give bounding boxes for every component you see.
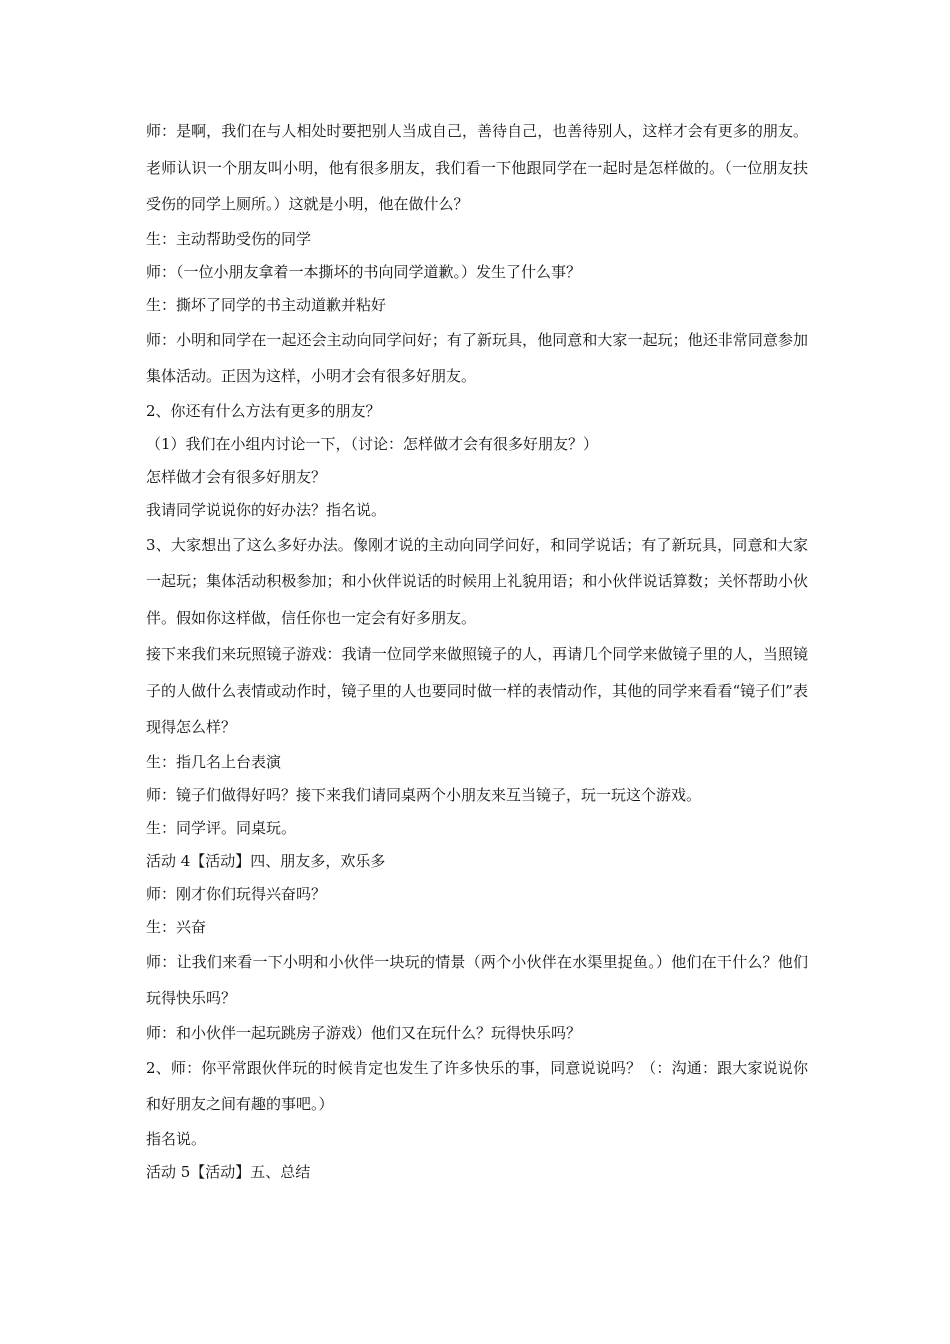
paragraph: 师：镜子们做得好吗？接下来我们请同桌两个小朋友来互当镜子，玩一玩这个游戏。	[146, 785, 702, 804]
paragraph: 怎样做才会有很多好朋友？	[146, 467, 327, 486]
paragraph: 师：和小伙伴一起玩跳房子游戏）他们又在玩什么？玩得快乐吗？	[146, 1023, 582, 1042]
paragraph: 师：让我们来看一下小明和小伙伴一块玩的情景（两个小伙伴在水渠里捉鱼。）他们在干什么？他们玩得快乐吗？	[146, 952, 808, 1007]
paragraph: 接下来我们来玩照镜子游戏：我请一位同学来做照镜子的人，再请几个同学来做镜子里的人，当照镜子的人做什么表情或动作时，镜子里的人也要同时做一样的表情动作，其他的同学来看看“镜子们”表现得怎么样？	[146, 645, 808, 736]
paragraph: （1）我们在小组内讨论一下，（讨论：怎样做才会有很多好朋友？）	[146, 434, 599, 453]
paragraph: 生：兴奋	[146, 917, 207, 936]
paragraph: 生：主动帮助受伤的同学	[146, 229, 312, 248]
paragraph: 师：是啊，我们在与人相处时要把别人当成自己，善待自己，也善待别人，这样才会有更多的朋友。老师认识一个朋友叫小明，他有很多朋友，我们看一下他跟同学在一起时是怎样做的。（一位朋友扶受伤的同学上厕所。）这就是小明，他在做什么？	[146, 122, 808, 213]
paragraph: 3、大家想出了这么多好办法。像刚才说的主动向同学问好，和同学说话；有了新玩具，同意和大家一起玩；集体活动积极参加；和小伙伴说话的时候用上礼貌用语；和小伙伴说话算数；关怀帮助小伙伴。假如你这样做，信任你也一定会有好多朋友。	[146, 535, 808, 627]
paragraph: 师：小明和同学在一起还会主动向同学问好；有了新玩具，他同意和大家一起玩；他还非常同意参加集体活动。正因为这样，小明才会有很多好朋友。	[146, 330, 808, 385]
document-body	[146, 113, 808, 1189]
paragraph: 我请同学说说你的好办法？指名说。	[146, 500, 387, 519]
paragraph: 生：同学评。同桌玩。	[146, 818, 297, 837]
paragraph: 2、你还有什么方法有更多的朋友？	[146, 401, 381, 420]
paragraph: 师：刚才你们玩得兴奋吗？	[146, 884, 327, 903]
paragraph: 师：（一位小朋友拿着一本撕坏的书向同学道歉。）发生了什么事？	[146, 262, 582, 281]
paragraph: 生：指几名上台表演	[146, 752, 282, 771]
paragraph: 指名说。	[146, 1129, 207, 1148]
paragraph: 生：撕坏了同学的书主动道歉并粘好	[146, 295, 387, 314]
section-heading: 活动 4【活动】四、朋友多，欢乐多	[146, 851, 386, 870]
section-heading: 活动 5【活动】五、总结	[146, 1162, 311, 1181]
paragraph: 2、师：你平常跟伙伴玩的时候肯定也发生了许多快乐的事，同意说说吗？（：沟通：跟大家说说你和好朋友之间有趣的事吧。）	[146, 1058, 808, 1113]
